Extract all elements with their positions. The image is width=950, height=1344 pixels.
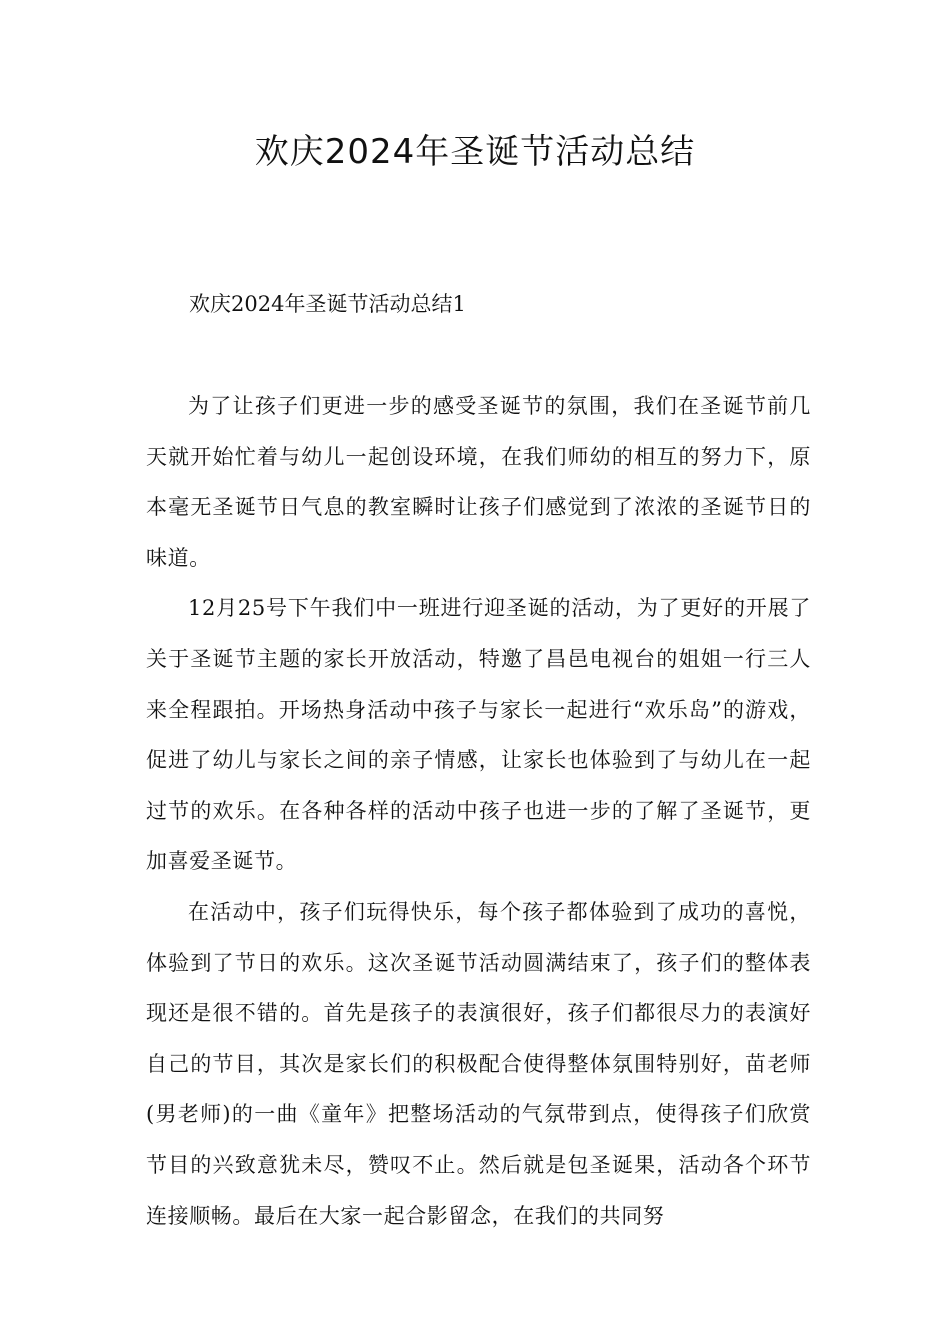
paragraph-1: 为了让孩子们更进一步的感受圣诞节的氛围，我们在圣诞节前几天就开始忙着与幼儿一起创设环境，在我们师幼的相互的努力下，原本毫无圣诞节日气息的教室瞬时让孩子们感觉到了浓浓的圣诞节日的味道。 (146, 394, 811, 570)
section-subtitle: 欢庆2024年圣诞节活动总结1 (189, 292, 466, 316)
document-title: 欢庆2024年圣诞节活动总结 (254, 132, 696, 172)
body-paragraphs (146, 381, 811, 1241)
paragraph-3: 在活动中，孩子们玩得快乐，每个孩子都体验到了成功的喜悦，体验到了节日的欢乐。这次圣诞节活动圆满结束了，孩子们的整体表现还是很不错的。首先是孩子的表演很好，孩子们都很尽力的表演好自己的节目，其次是家长们的积极配合使得整体氛围特别好，苗老师(男老师)的一曲《童年》把整场活动的气氛带到点，使得孩子们欣赏节目的兴致意犹未尽，赞叹不止。然后就是包圣诞果，活动各个环节连接顺畅。最后在大家一起合影留念，在我们的共同努 (146, 899, 811, 1228)
paragraph-2: 12月25号下午我们中一班进行迎圣诞的活动，为了更好的开展了关于圣诞节主题的家长开放活动，特邀了昌邑电视台的姐姐一行三人来全程跟拍。开场热身活动中孩子与家长一起进行“欢乐岛”的游戏，促进了幼儿与家长之间的亲子情感，让家长也体验到了与幼儿在一起过节的欢乐。在各种各样的活动中孩子也进一步的了解了圣诞节，更加喜爱圣诞节。 (146, 596, 811, 874)
